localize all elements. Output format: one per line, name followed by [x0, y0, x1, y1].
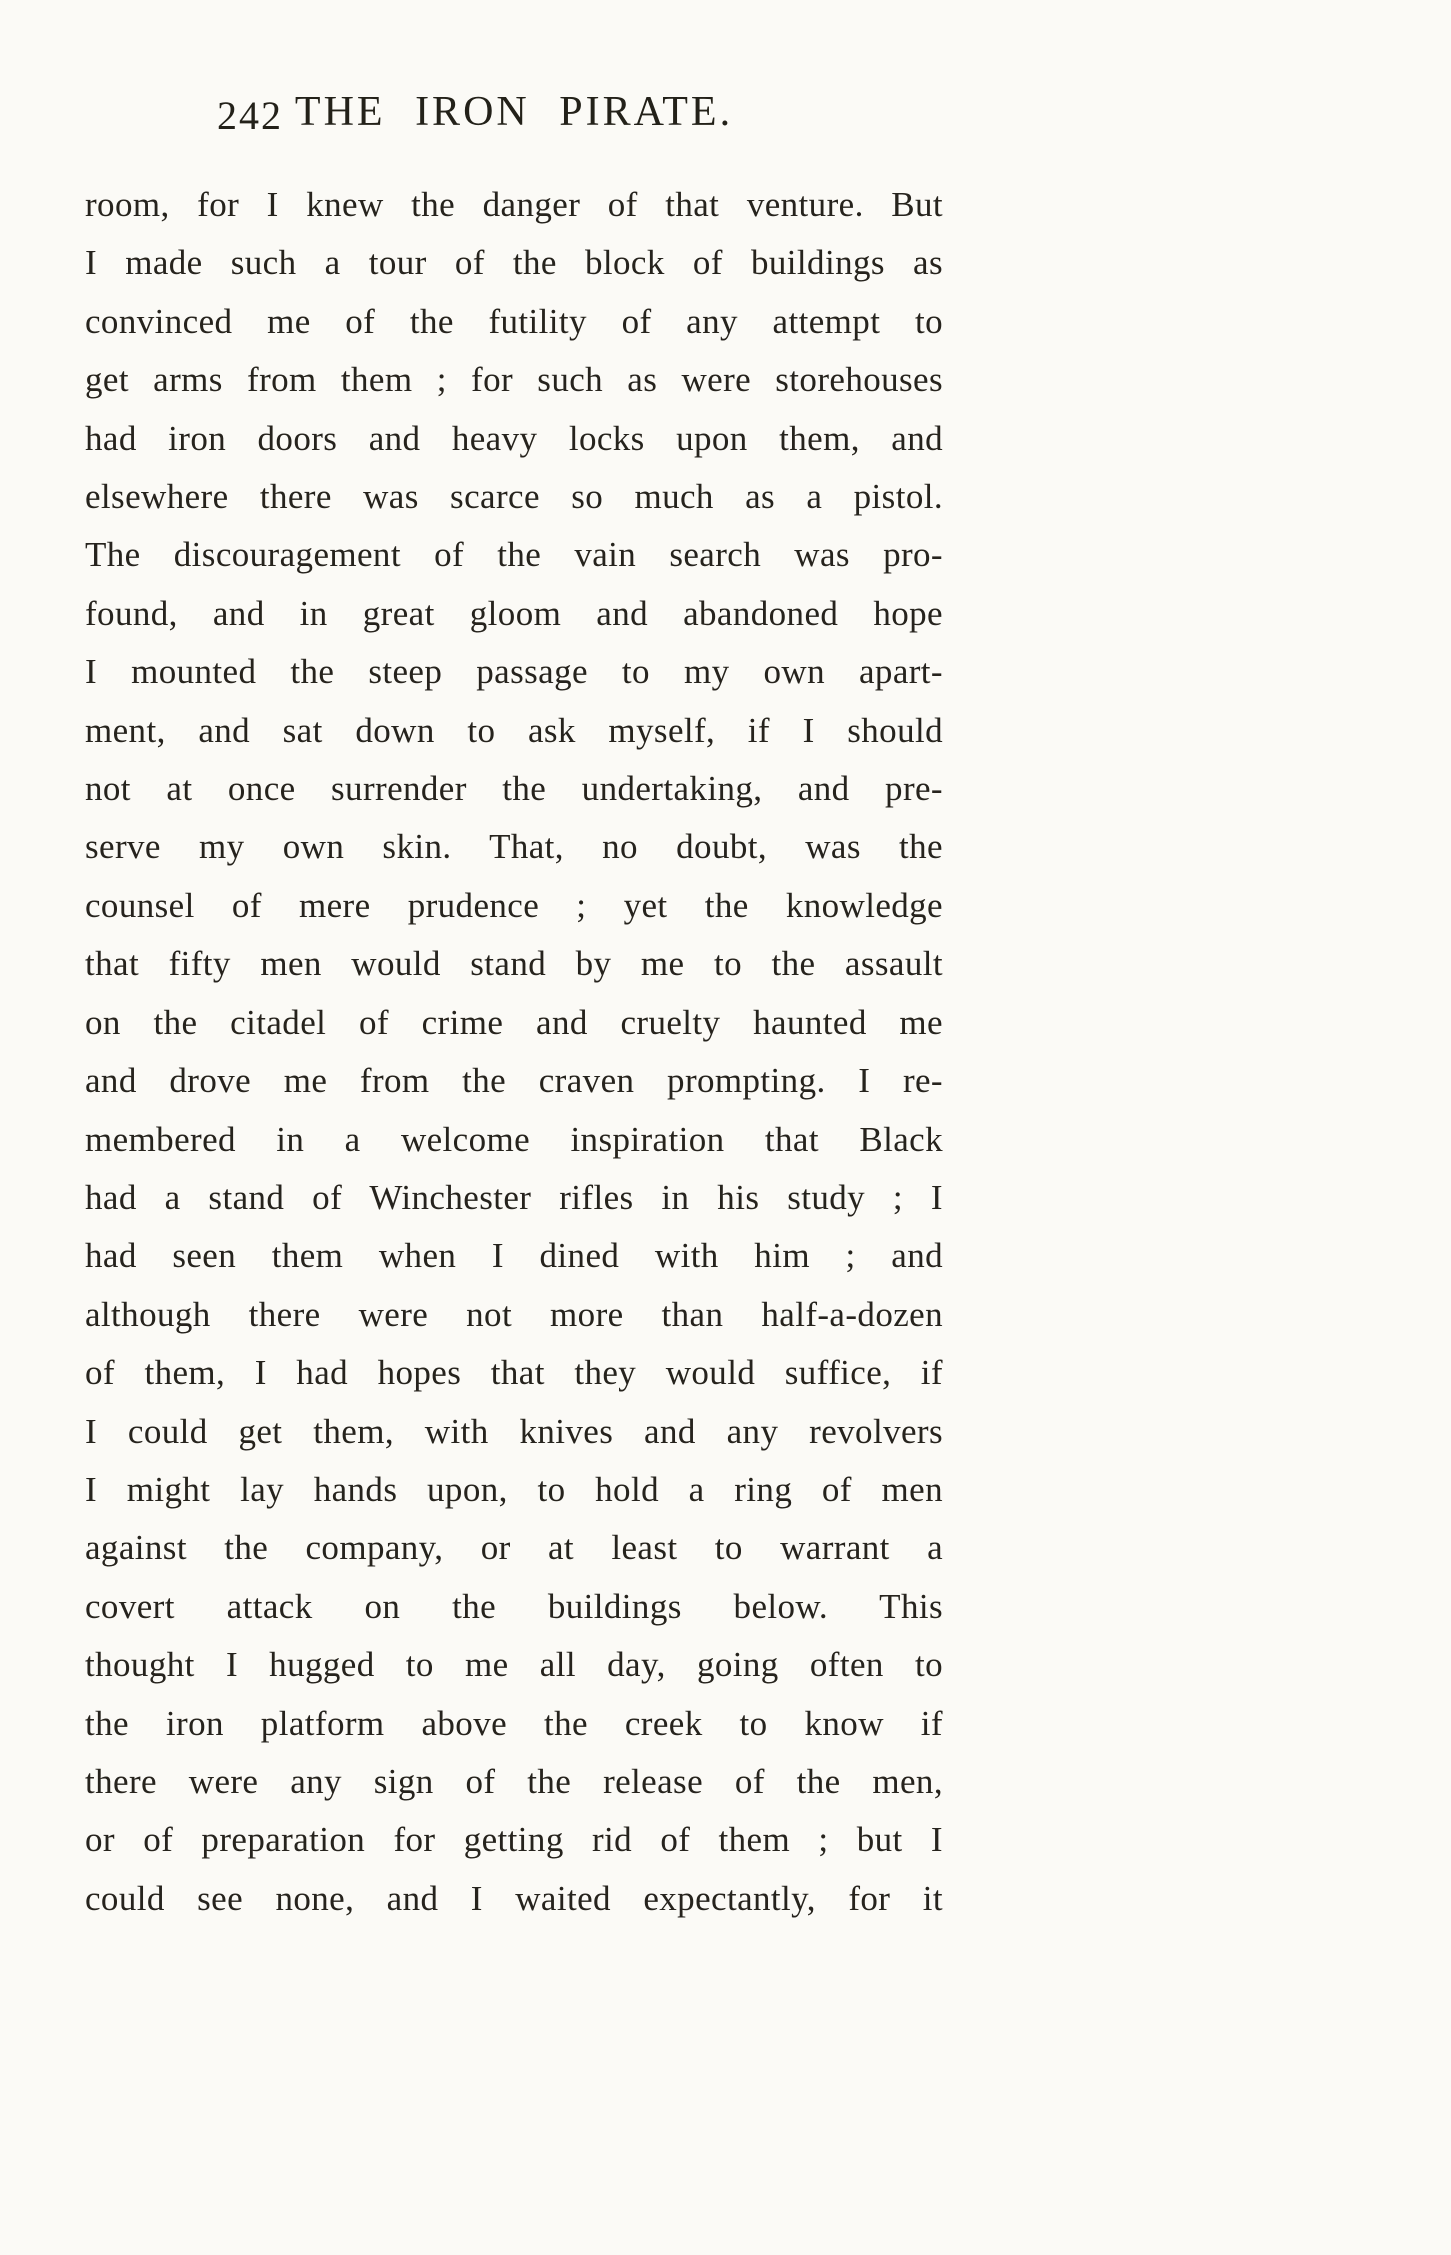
text-line: that fifty men would stand by me to the assault [85, 944, 943, 984]
text-line: or of preparation for getting rid of them ; but I [85, 1820, 943, 1860]
text-block [85, 176, 943, 1928]
text-line: although there were not more than half-a-dozen [85, 1294, 943, 1334]
text-line: convinced me of the futility of any attempt to [85, 301, 943, 341]
text-line: counsel of mere prudence ; yet the knowledge [85, 885, 943, 925]
text-line: covert attack on the buildings below. This [85, 1586, 943, 1626]
text-line: serve my own skin. That, no doubt, was the [85, 827, 943, 867]
text-line: thought I hugged to me all day, going often to [85, 1645, 943, 1685]
text-line: found, and in great gloom and abandoned hope [85, 593, 943, 633]
text-line: get arms from them ; for such as were storehouses [85, 360, 943, 400]
page-header [85, 88, 943, 152]
text-column [85, 88, 943, 1928]
text-line: I might lay hands upon, to hold a ring of men [85, 1469, 943, 1509]
text-line: The discouragement of the vain search was pro- [85, 535, 943, 575]
text-line: the iron platform above the creek to know if [85, 1703, 943, 1743]
text-line: room, for I knew the danger of that venture. But [85, 185, 943, 224]
text-line: had iron doors and heavy locks upon them, and [85, 418, 943, 458]
text-line: against the company, or at least to warrant a [85, 1528, 943, 1568]
text-line: I made such a tour of the block of buildings as [85, 243, 943, 283]
text-line: had a stand of Winchester rifles in his study ; I [85, 1177, 943, 1217]
text-line: on the citadel of crime and cruelty haunted me [85, 1002, 943, 1042]
text-line: elsewhere there was scarce so much as a pistol. [85, 477, 943, 517]
running-title: THE IRON PIRATE. [294, 89, 734, 135]
page-number: 242 [217, 93, 283, 138]
text-line: not at once surrender the undertaking, and pre- [85, 769, 943, 809]
text-line: I mounted the steep passage to my own apart- [85, 652, 943, 692]
text-line: could see none, and I waited expectantly, for it [85, 1878, 943, 1918]
text-line: of them, I had hopes that they would suffice, if [85, 1353, 943, 1393]
text-line: had seen them when I dined with him ; and [85, 1236, 943, 1276]
text-line: ment, and sat down to ask myself, if I should [85, 710, 943, 750]
text-line: there were any sign of the release of the men, [85, 1761, 943, 1801]
text-line: I could get them, with knives and any revolvers [85, 1411, 943, 1451]
text-line: and drove me from the craven prompting. I re- [85, 1061, 943, 1101]
text-line: membered in a welcome inspiration that Black [85, 1119, 943, 1159]
